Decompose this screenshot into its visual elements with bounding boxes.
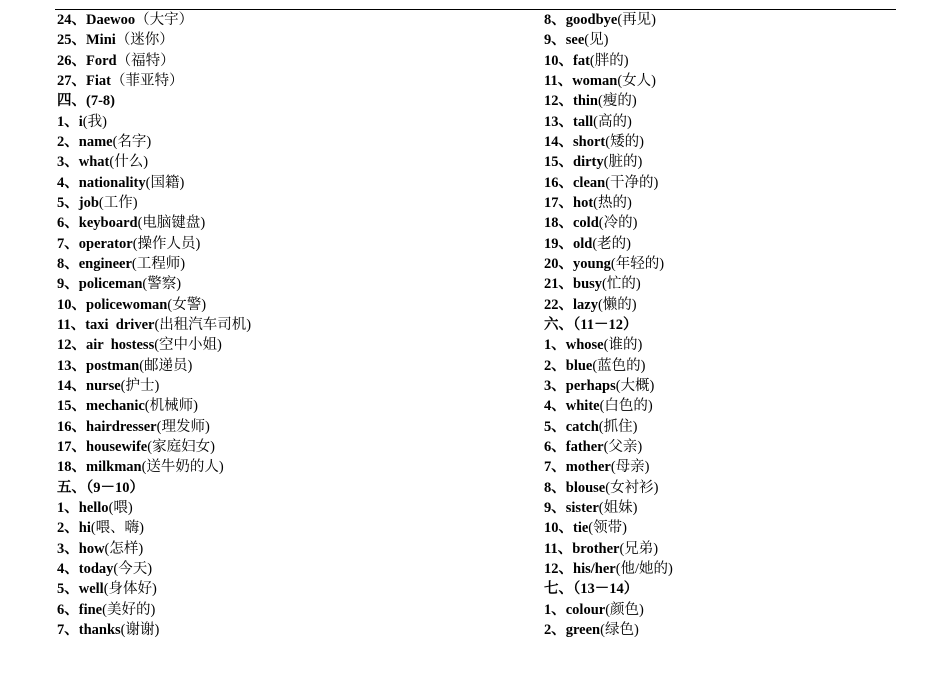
vocab-entry bbox=[544, 315, 673, 335]
vocab-entry bbox=[544, 51, 673, 71]
entry-translation: (姐妹) bbox=[598, 499, 638, 516]
entry-translation: (颜色) bbox=[605, 601, 644, 618]
entry-number: 14、 bbox=[57, 377, 86, 394]
entry-number: 17、 bbox=[57, 438, 86, 455]
entry-translation: (名字) bbox=[112, 133, 152, 150]
vocab-entry bbox=[57, 91, 251, 111]
vocab-entry bbox=[57, 315, 251, 335]
entry-translation: (今天) bbox=[113, 560, 153, 577]
entry-number: 4、 bbox=[57, 174, 79, 191]
entry-word: tall bbox=[573, 113, 594, 130]
vocab-entry bbox=[544, 91, 673, 111]
entry-number: 2、 bbox=[57, 133, 79, 150]
entry-number: 14、 bbox=[544, 133, 573, 150]
vocab-entry bbox=[544, 274, 673, 294]
vocab-entry bbox=[57, 437, 251, 457]
entry-number: 五、 bbox=[57, 479, 86, 496]
entry-word: thin bbox=[573, 93, 598, 110]
entry-number: 11、 bbox=[544, 540, 573, 557]
entry-word: hot bbox=[573, 194, 594, 211]
entry-number: 13、 bbox=[57, 357, 86, 374]
entry-word: see bbox=[565, 32, 585, 49]
entry-word: engineer bbox=[78, 255, 132, 272]
entry-word: how bbox=[78, 540, 105, 557]
entry-translation: (见) bbox=[584, 32, 609, 49]
vocab-entry bbox=[544, 356, 673, 376]
entry-translation: (再见) bbox=[617, 12, 656, 28]
entry-translation: (瘦的) bbox=[598, 93, 637, 110]
entry-number: 四、 bbox=[57, 93, 86, 110]
entry-translation: (母亲) bbox=[610, 459, 650, 476]
entry-translation: (老的) bbox=[592, 235, 632, 252]
entry-word: Ford bbox=[86, 52, 117, 69]
entry-translation: (家庭妇女) bbox=[147, 438, 215, 455]
vocab-entry bbox=[57, 498, 251, 518]
entry-translation: (女衬衫) bbox=[605, 479, 659, 496]
vocab-entry bbox=[57, 539, 251, 559]
entry-number: 1、 bbox=[57, 113, 79, 130]
entry-translation: (身体好) bbox=[103, 581, 157, 598]
entry-translation: (警察) bbox=[142, 276, 182, 293]
vocab-entry bbox=[57, 132, 251, 152]
entry-number: 4、 bbox=[544, 398, 566, 415]
entry-word: hairdresser bbox=[86, 418, 157, 435]
entry-number: 16、 bbox=[57, 418, 86, 435]
entry-number: 1、 bbox=[57, 499, 79, 516]
vocab-entry bbox=[544, 437, 673, 457]
entry-number: 22、 bbox=[544, 296, 573, 313]
entry-word: colour bbox=[565, 601, 606, 618]
vocab-entry bbox=[57, 478, 251, 498]
entry-translation: (白色的) bbox=[599, 398, 653, 415]
entry-word: green bbox=[565, 621, 601, 638]
entry-number: 12、 bbox=[57, 337, 86, 354]
entry-number: 15、 bbox=[544, 154, 573, 171]
entry-word: mother bbox=[565, 459, 611, 476]
vocab-entry bbox=[544, 600, 673, 620]
entry-word: father bbox=[565, 438, 604, 455]
entry-translation: （迷你） bbox=[115, 32, 174, 49]
entry-word: old bbox=[573, 235, 593, 252]
entry-number: 8、 bbox=[57, 255, 79, 272]
entry-word: milkman bbox=[86, 459, 142, 476]
entry-translation: (干净的) bbox=[605, 174, 659, 191]
vocab-entry bbox=[544, 152, 673, 172]
entry-number: 3、 bbox=[57, 154, 79, 171]
vocab-entry bbox=[544, 112, 673, 132]
entry-number: 24、 bbox=[57, 12, 86, 28]
vocab-entry bbox=[57, 274, 251, 294]
entry-translation: (国籍) bbox=[145, 174, 185, 191]
entry-number: 25、 bbox=[57, 32, 86, 49]
entry-word: thanks bbox=[78, 621, 121, 638]
entry-word: whose bbox=[565, 337, 604, 354]
entry-translation: (机械师) bbox=[144, 398, 198, 415]
entry-translation: (美好的) bbox=[102, 601, 156, 618]
entry-word: busy bbox=[573, 276, 603, 293]
entry-translation: (兄弟) bbox=[619, 540, 659, 557]
vocab-entry bbox=[57, 173, 251, 193]
entry-word: nationality bbox=[78, 174, 146, 191]
entry-number: 8、 bbox=[544, 12, 566, 28]
entry-number: 18、 bbox=[57, 459, 86, 476]
entry-number: 七、 bbox=[544, 581, 573, 598]
entry-word: today bbox=[78, 560, 114, 577]
entry-number: 4、 bbox=[57, 560, 79, 577]
entry-word: fat bbox=[573, 52, 590, 69]
vocab-entry bbox=[57, 518, 251, 538]
entry-word: hi bbox=[78, 520, 91, 537]
entry-translation: (喂) bbox=[108, 499, 133, 516]
entry-translation: (喂、嗨) bbox=[90, 520, 145, 537]
entry-translation: （菲亚特） bbox=[110, 72, 184, 89]
vocab-entry bbox=[57, 335, 251, 355]
vocab-entry bbox=[544, 71, 673, 91]
entry-word: hello bbox=[78, 499, 109, 516]
entry-word: policeman bbox=[78, 276, 143, 293]
entry-number: 7、 bbox=[57, 235, 79, 252]
entry-translation: (邮递员) bbox=[139, 357, 193, 374]
vocab-entry bbox=[57, 579, 251, 599]
entry-translation: （福特） bbox=[116, 52, 175, 69]
vocab-entry bbox=[544, 518, 673, 538]
entry-word: clean bbox=[573, 174, 606, 191]
entry-word: fine bbox=[78, 601, 103, 618]
vocab-entry bbox=[544, 295, 673, 315]
vocab-entry bbox=[57, 152, 251, 172]
vocab-entry bbox=[57, 51, 251, 71]
entry-translation: (送牛奶的人) bbox=[141, 459, 224, 476]
entry-word: short bbox=[573, 133, 606, 150]
entry-word: perhaps bbox=[565, 377, 616, 394]
vocab-entry bbox=[544, 579, 673, 599]
vocab-entry bbox=[544, 335, 673, 355]
entry-translation: (懒的) bbox=[597, 296, 637, 313]
vocab-entry bbox=[544, 254, 673, 274]
vocab-entry bbox=[544, 173, 673, 193]
entry-word: Fiat bbox=[86, 72, 111, 89]
entry-translation: (什么) bbox=[109, 154, 149, 171]
entry-translation: (女人) bbox=[617, 72, 656, 89]
entry-number: 10、 bbox=[544, 520, 573, 537]
vocab-entry bbox=[57, 112, 251, 132]
entry-word: taxi driver bbox=[85, 316, 155, 333]
entry-word: cold bbox=[573, 215, 599, 232]
vocab-entry bbox=[544, 620, 673, 640]
entry-translation: (理发师) bbox=[156, 418, 210, 435]
entry-translation: (大概) bbox=[615, 377, 655, 394]
entry-word: postman bbox=[86, 357, 140, 374]
entry-translation: (矮的) bbox=[605, 133, 644, 150]
entry-word: brother bbox=[572, 540, 620, 557]
entry-number: 7、 bbox=[544, 459, 566, 476]
vocab-entry bbox=[57, 234, 251, 254]
vocab-entry bbox=[57, 376, 251, 396]
entry-word: dirty bbox=[573, 154, 604, 171]
entry-translation: (谁的) bbox=[603, 337, 643, 354]
entry-translation: (胖的) bbox=[589, 52, 629, 69]
vocab-entry bbox=[57, 30, 251, 50]
entry-word: housewife bbox=[86, 438, 148, 455]
entry-word: what bbox=[78, 154, 110, 171]
entry-number: 11、 bbox=[544, 72, 573, 89]
left-column bbox=[57, 10, 251, 640]
entry-translation: (工作) bbox=[98, 194, 138, 211]
entry-translation: (年轻的) bbox=[610, 255, 665, 272]
entry-word: young bbox=[573, 255, 611, 272]
entry-translation: (冷的) bbox=[598, 215, 638, 232]
entry-number: 6、 bbox=[544, 438, 566, 455]
entry-number: 16、 bbox=[544, 174, 573, 191]
entry-translation: (热的) bbox=[593, 194, 632, 211]
entry-number: 17、 bbox=[544, 194, 573, 211]
entry-number: 3、 bbox=[57, 540, 79, 557]
vocab-entry bbox=[544, 396, 673, 416]
vocab-entry bbox=[544, 498, 673, 518]
entry-number: 2、 bbox=[57, 520, 79, 537]
entry-word: blouse bbox=[565, 479, 606, 496]
entry-word: goodbye bbox=[565, 12, 618, 28]
entry-translation: (父亲) bbox=[603, 438, 643, 455]
vocab-entry bbox=[57, 10, 251, 30]
vocab-entry bbox=[57, 356, 251, 376]
entry-word: （9－10） bbox=[86, 479, 144, 496]
entry-translation: (女警) bbox=[167, 296, 207, 313]
entry-word: well bbox=[78, 581, 104, 598]
entry-number: 六、 bbox=[544, 316, 573, 333]
entry-word: Mini bbox=[86, 32, 116, 49]
entry-word: blue bbox=[565, 357, 593, 374]
entry-number: 5、 bbox=[544, 418, 566, 435]
vocab-entry bbox=[544, 213, 673, 233]
entry-translation: (他/她的) bbox=[615, 560, 673, 577]
entry-translation: (蓝色的) bbox=[592, 357, 646, 374]
entry-translation: (高的) bbox=[593, 113, 632, 130]
vocab-entry bbox=[544, 457, 673, 477]
entry-number: 26、 bbox=[57, 52, 86, 69]
entry-word: white bbox=[565, 398, 600, 415]
entry-number: 15、 bbox=[57, 398, 86, 415]
entry-number: 6、 bbox=[57, 601, 79, 618]
entry-number: 2、 bbox=[544, 621, 566, 638]
entry-word: Daewoo bbox=[86, 12, 136, 28]
entry-number: 21、 bbox=[544, 276, 573, 293]
entry-translation: (怎样) bbox=[104, 540, 144, 557]
entry-word: catch bbox=[565, 418, 599, 435]
entry-word: sister bbox=[565, 499, 599, 516]
entry-word: operator bbox=[78, 235, 133, 252]
entry-number: 3、 bbox=[544, 377, 566, 394]
vocab-entry bbox=[544, 234, 673, 254]
entry-translation: （大宇） bbox=[135, 12, 194, 28]
entry-number: 27、 bbox=[57, 72, 86, 89]
entry-translation: (我) bbox=[82, 113, 107, 130]
entry-number: 8、 bbox=[544, 479, 566, 496]
entry-translation: (空中小姐) bbox=[154, 337, 222, 354]
entry-word: policewoman bbox=[86, 296, 168, 313]
entry-number: 7、 bbox=[57, 621, 79, 638]
entry-number: 5、 bbox=[57, 581, 79, 598]
entry-translation: (绿色) bbox=[600, 621, 639, 638]
entry-number: 9、 bbox=[544, 499, 566, 516]
entry-number: 1、 bbox=[544, 337, 566, 354]
entry-translation: (领带) bbox=[588, 520, 627, 537]
vocab-entry bbox=[57, 417, 251, 437]
entry-word: name bbox=[78, 133, 113, 150]
entry-number: 18、 bbox=[544, 215, 573, 232]
entry-number: 12、 bbox=[544, 560, 573, 577]
entry-translation: (忙的) bbox=[602, 276, 641, 293]
entry-translation: (谢谢) bbox=[120, 621, 160, 638]
entry-word: job bbox=[78, 194, 99, 211]
entry-translation: (工程师) bbox=[131, 255, 186, 272]
entry-translation: (电脑键盘) bbox=[137, 215, 206, 232]
entry-word: woman bbox=[572, 72, 618, 89]
entry-word: （13－14） bbox=[573, 581, 639, 598]
entry-word: (7-8) bbox=[86, 93, 115, 110]
vocab-entry bbox=[544, 193, 673, 213]
entry-word: （11－12） bbox=[573, 316, 638, 333]
vocab-entry bbox=[57, 213, 251, 233]
entry-word: air hostess bbox=[86, 337, 155, 354]
vocab-entry bbox=[57, 71, 251, 91]
vocab-entry bbox=[544, 10, 673, 30]
vocab-entry bbox=[57, 254, 251, 274]
vocab-entry bbox=[57, 193, 251, 213]
entry-number: 13、 bbox=[544, 113, 573, 130]
entry-number: 9、 bbox=[544, 32, 566, 49]
entry-number: 12、 bbox=[544, 93, 573, 110]
entry-word: mechanic bbox=[86, 398, 145, 415]
entry-number: 10、 bbox=[544, 52, 573, 69]
entry-number: 11、 bbox=[57, 316, 86, 333]
vocab-entry bbox=[57, 620, 251, 640]
vocab-entry bbox=[544, 417, 673, 437]
vocab-entry bbox=[57, 559, 251, 579]
entry-number: 20、 bbox=[544, 255, 573, 272]
vocab-entry bbox=[544, 30, 673, 50]
entry-translation: (脏的) bbox=[603, 154, 643, 171]
vocab-entry bbox=[544, 539, 673, 559]
entry-translation: (抓住) bbox=[598, 418, 638, 435]
entry-word: tie bbox=[573, 520, 589, 537]
vocab-entry bbox=[57, 457, 251, 477]
entry-number: 5、 bbox=[57, 194, 79, 211]
entry-word: his/her bbox=[573, 560, 616, 577]
entry-word: keyboard bbox=[78, 215, 138, 232]
entry-number: 9、 bbox=[57, 276, 79, 293]
entry-number: 6、 bbox=[57, 215, 79, 232]
entry-number: 10、 bbox=[57, 296, 86, 313]
vocab-entry bbox=[544, 132, 673, 152]
vocab-entry bbox=[57, 600, 251, 620]
entry-translation: (操作人员) bbox=[132, 235, 201, 252]
vocab-entry bbox=[57, 295, 251, 315]
entry-number: 19、 bbox=[544, 235, 573, 252]
entry-translation: (护士) bbox=[120, 377, 160, 394]
entry-number: 2、 bbox=[544, 357, 566, 374]
entry-number: 1、 bbox=[544, 601, 566, 618]
entry-translation: (出租汽车司机) bbox=[154, 316, 252, 333]
entry-word: nurse bbox=[86, 377, 121, 394]
vocab-entry bbox=[544, 559, 673, 579]
right-column bbox=[544, 10, 673, 640]
vocab-entry bbox=[57, 396, 251, 416]
vocab-entry bbox=[544, 478, 673, 498]
vocab-entry bbox=[544, 376, 673, 396]
entry-word: lazy bbox=[573, 296, 598, 313]
entry-word: i bbox=[78, 113, 83, 130]
